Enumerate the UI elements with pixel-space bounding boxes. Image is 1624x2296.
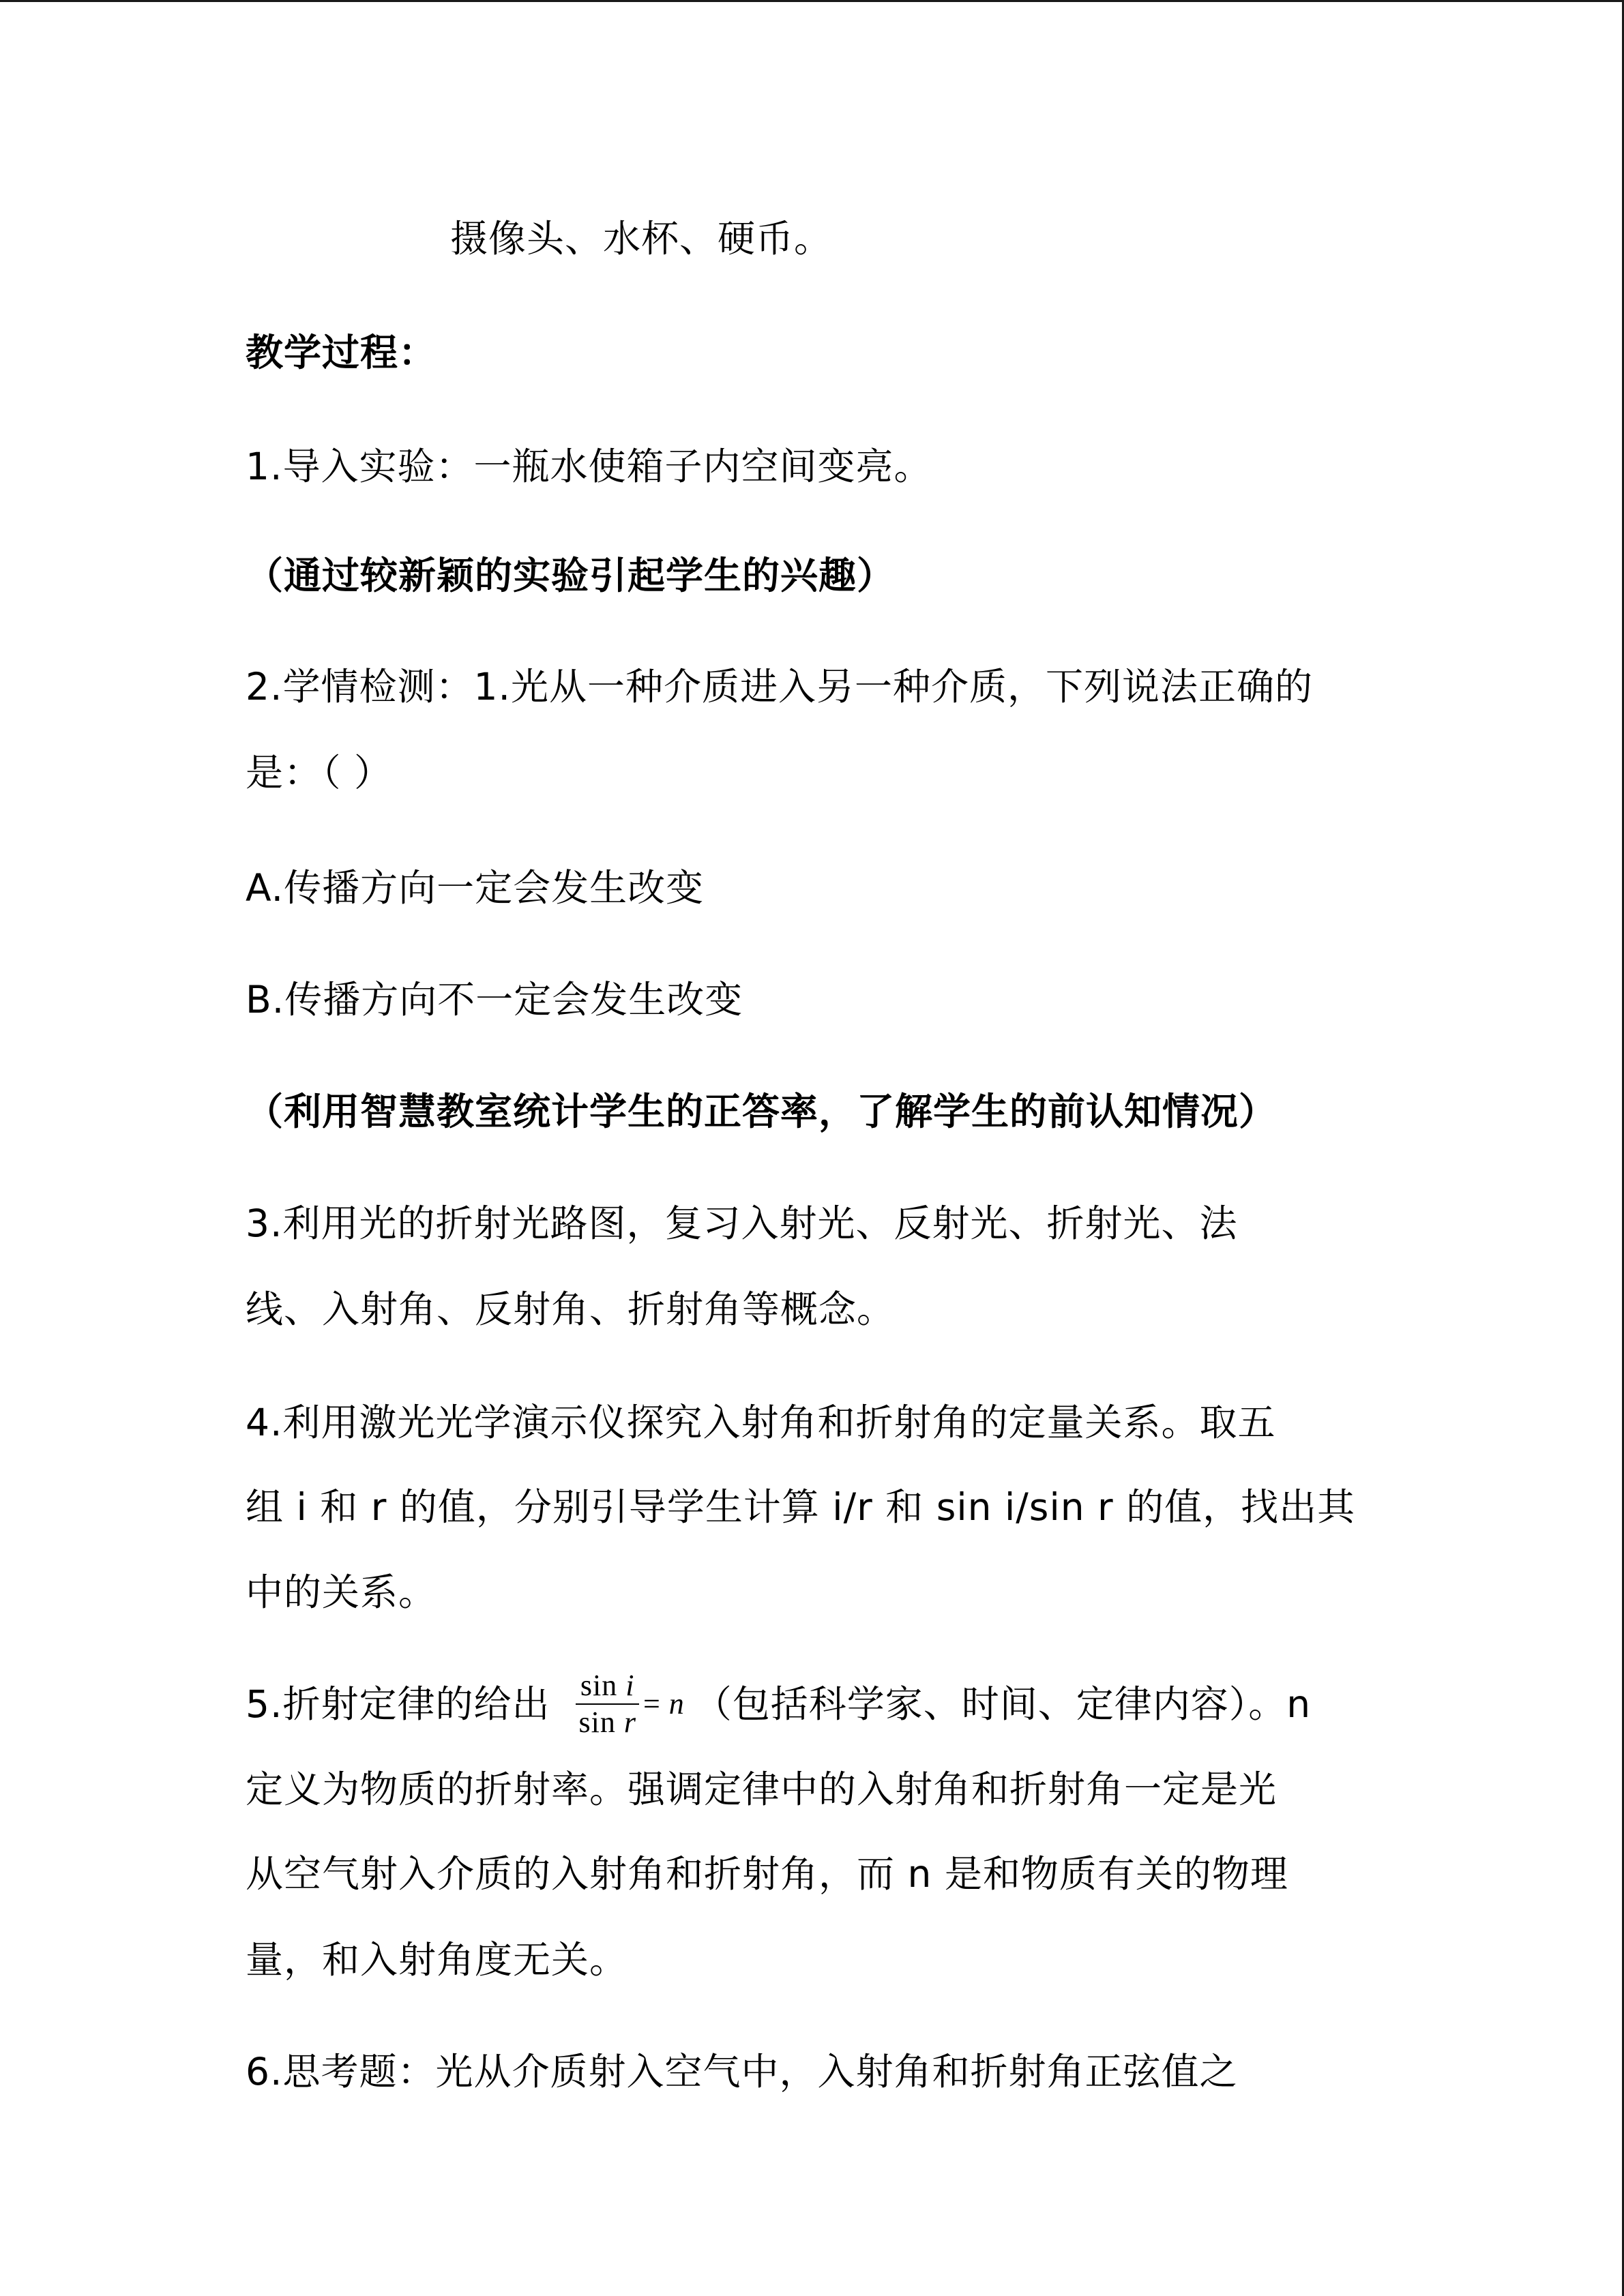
note1-text: （通过较新颖的实验引起学生的兴趣） <box>246 554 896 597</box>
step5-suffix: （包括科学家、时间、定律内容）。n <box>694 1682 1312 1727</box>
step5-line2: 定义为物质的折射率。强调定律中的入射角和折射角一定是光 <box>246 1768 1278 1811</box>
step6-line1: 6.思考题：光从介质射入空气中，入射角和折射角正弦值之 <box>246 2050 1238 2093</box>
step5-line3: 从空气射入介质的入射角和折射角，而 n 是和物质有关的物理 <box>246 1852 1288 1896</box>
option-a: A.传播方向一定会发生改变 <box>246 866 705 910</box>
section-heading: 教学过程： <box>246 331 437 374</box>
page-border-top <box>0 0 1624 2</box>
step3-line1: 3.利用光的折射光路图，复习入射光、反射光、折射光、法 <box>246 1202 1238 1245</box>
step4-line1: 4.利用激光光学演示仪探究入射角和折射角的定量关系。取五 <box>246 1401 1276 1444</box>
step4-line2: 组 i 和 r 的值，分别引导学生计算 i/r 和 sin i/sin r 的值，找出其 <box>246 1485 1356 1529</box>
note2-text: （利用智慧教室统计学生的正答率，了解学生的前认知情况） <box>246 1090 1278 1133</box>
formula-numerator: sin i <box>576 1668 638 1705</box>
step2-line2: 是：（ ） <box>246 751 392 794</box>
materials-text: 摄像头、水杯、硬币。 <box>450 217 833 260</box>
step3-line2: 线、入射角、反射角、折射角等概念。 <box>246 1287 896 1331</box>
step5-prefix: 5.折射定律的给出 <box>246 1682 550 1727</box>
option-b: B.传播方向不一定会发生改变 <box>246 978 743 1022</box>
formula-fraction <box>576 1668 638 1740</box>
step4-line3: 中的关系。 <box>246 1570 437 1614</box>
refraction-formula <box>576 1668 684 1740</box>
formula-rhs: = n <box>643 1687 685 1720</box>
step2-line1: 2.学情检测：1.光从一种介质进入另一种介质，下列说法正确的 <box>246 665 1313 709</box>
step5-line4: 量，和入射角度无关。 <box>246 1938 628 1982</box>
step5-line1 <box>246 1671 1311 1743</box>
formula-denominator: sin r <box>578 1705 636 1739</box>
step1-text: 1.导入实验：一瓶水使箱子内空间变亮。 <box>246 445 932 488</box>
